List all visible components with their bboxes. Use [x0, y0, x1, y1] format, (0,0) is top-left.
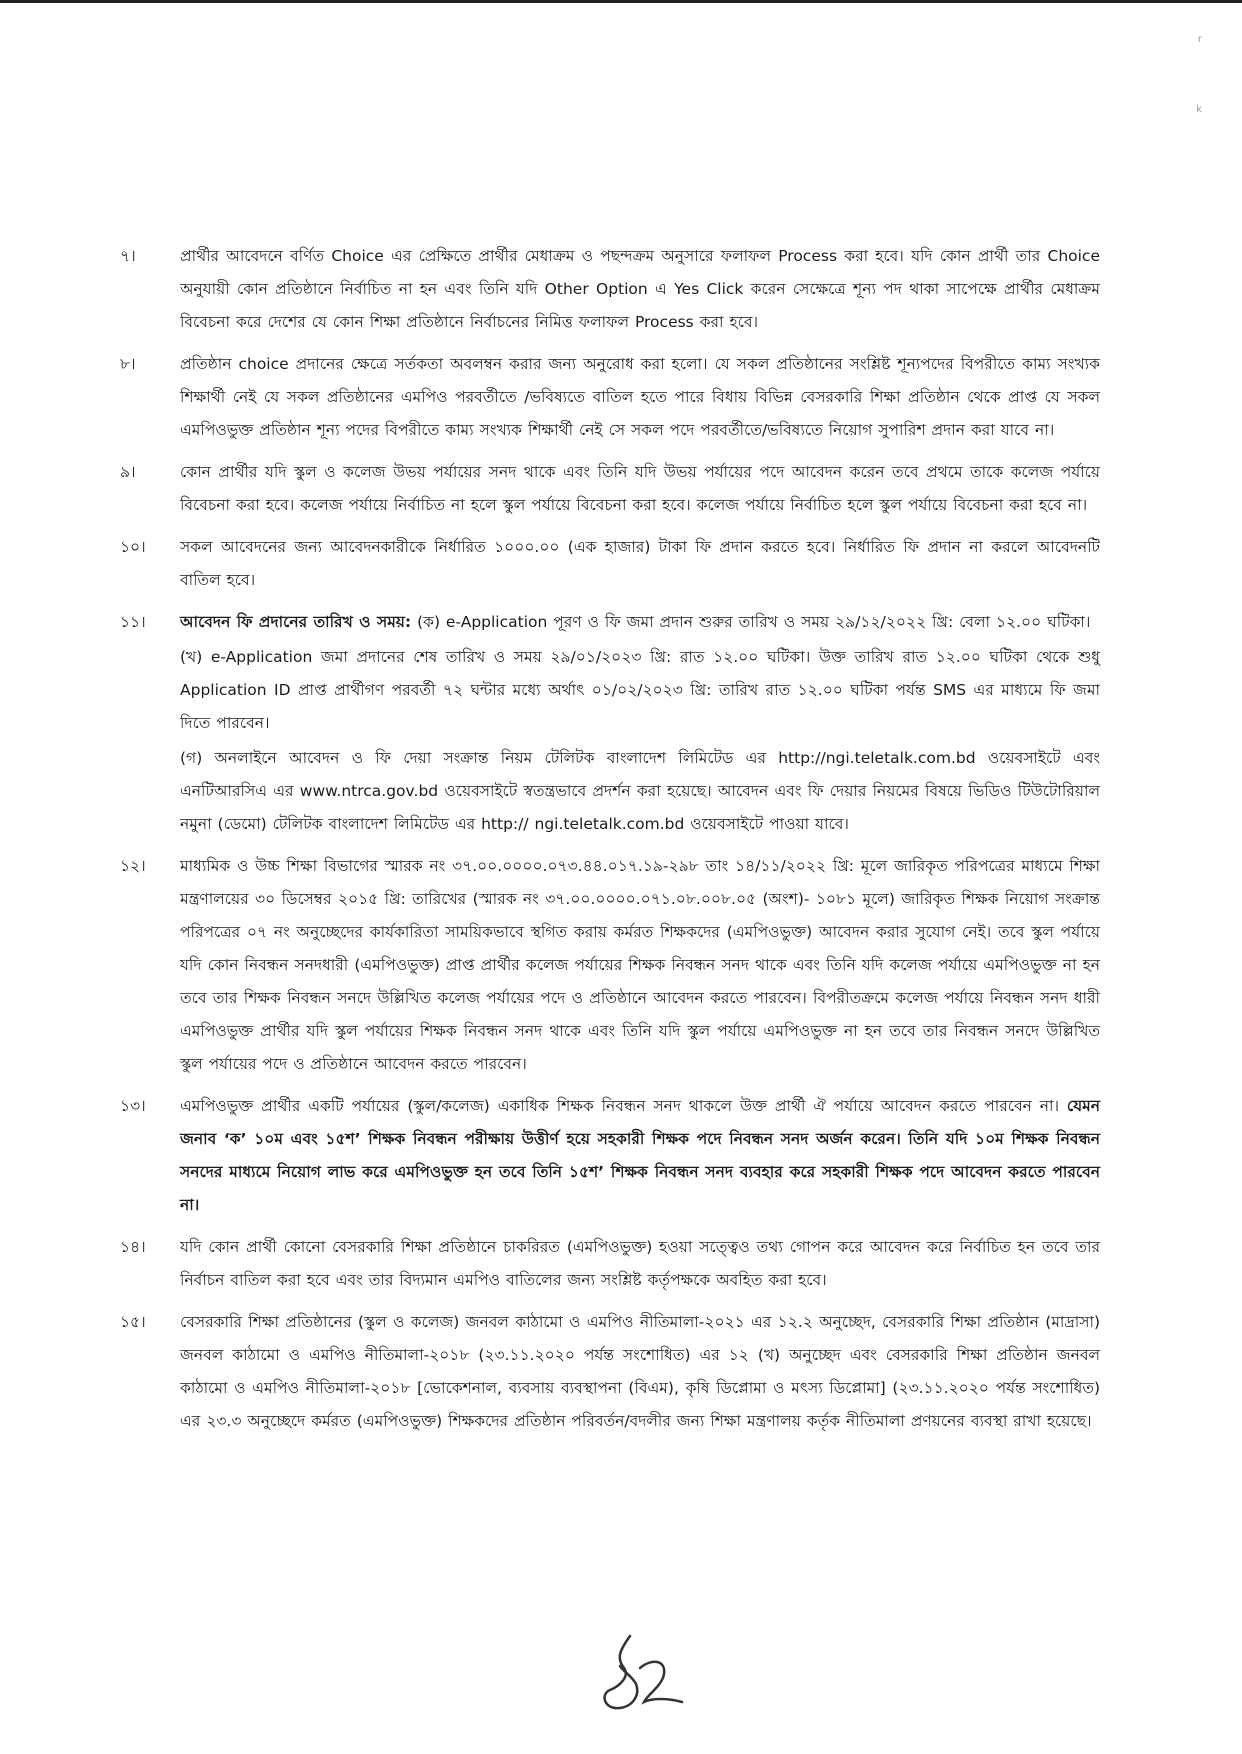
list-item — [120, 240, 1100, 339]
item-body — [180, 606, 1100, 841]
item-paragraph — [180, 850, 1100, 1081]
item-paragraph — [180, 1090, 1100, 1222]
document-body — [120, 240, 1100, 1447]
bold-text-run: যেমন জনাব ‘ক’ ১০ম এবং ১৫শ’ শিক্ষক নিবন্ধন পরীক্ষায় উত্তীর্ণ হয়ে সহকারী শিক্ষক পদে নিবন্ধন সনদ অর্জন করেন। তিনি যদি ১০ম শিক্ষক নিবন্ধন সনদের মাধ্যমে নিয়োগ লাভ করে এমপিওভুক্ত হন তবে তিনি ১৫শ’ শিক্ষক নিবন্ধন সনদ ব্যবহার করে সহকারী শিক্ষক পদে আবেদন করতে পারবেন না। — [180, 1097, 1100, 1214]
item-body — [180, 240, 1100, 339]
item-paragraph — [180, 531, 1100, 597]
item-body — [180, 850, 1100, 1081]
text-run: এমপিওভুক্ত প্রার্থীর একটি পর্যায়ের (স্কুল/কলেজ) একাধিক শিক্ষক নিবন্ধন সনদ থাকলে উক্ত প্রার্থী ঐ পর্যায়ে আবেদন করতে পারবেন না। — [180, 1097, 1067, 1115]
item-paragraph — [180, 1306, 1100, 1438]
item-number: ১৪। — [120, 1238, 146, 1256]
text-run: যদি কোন প্রার্থী কোনো বেসরকারি শিক্ষা প্রতিষ্ঠানে চাকরিরত (এমপিওভুক্ত) হওয়া সত্ত্বেও তথ্য গোপন করে আবেদন করে নির্বাচিত হন তবে তার নির্বাচন বাতিল করা হবে এবং তার বিদ্যমান এমপিও বাতিলের জন্য সংশ্লিষ্ট কর্তৃপক্ষকে অবহিত করা হবে। — [180, 1238, 1100, 1289]
text-run: প্রতিষ্ঠান choice প্রদানের ক্ষেত্রে সর্তকতা অবলম্বন করার জন্য অনুরোধ করা হলো। যে সকল প্রতিষ্ঠানের সংশ্লিষ্ট শূন্যপদের বিপরীতে কাম্য সংখ্যক শিক্ষার্থী নেই যে সকল প্রতিষ্ঠানের এমপিও পরবর্তীতে /ভবিষ্যতে বাতিল হতে পারে বিধায় বিভিন্ন বেসরকারি শিক্ষা প্রতিষ্ঠান থেকে প্রাপ্ত যে সকল এমপিওভুক্ত প্রতিষ্ঠান শূন্য পদের বিপরীতে কাম্য সংখ্যক শিক্ষার্থী নেই সে সকল পদে পরবর্তীতে/ভবিষ্যতে নিয়োগ সুপারিশ প্রদান করা যাবে না। — [180, 355, 1100, 439]
page-edge-mark: r — [1197, 34, 1202, 45]
item-number: ১৫। — [120, 1313, 146, 1331]
list-item — [120, 850, 1100, 1081]
text-run: কোন প্রার্থীর যদি স্কুল ও কলেজ উভয় পর্যায়ের সনদ থাকে এবং তিনি যদি উভয় পর্যায়ের পদে আবেদন করেন তবে প্রথমে তাকে কলেজ পর্যায়ে বিবেচনা করা হবে। কলেজ পর্যায়ে নির্বাচিত না হলে স্কুল পর্যায়ে বিবেচনা করা হবে। কলেজ পর্যায়ে নির্বাচিত হলে স্কুল পর্যায়ে বিবেচনা করা হবে না। — [180, 463, 1100, 514]
list-item — [120, 1231, 1100, 1297]
list-item — [120, 456, 1100, 522]
text-run: সকল আবেদনের জন্য আবেদনকারীকে নির্ধারিত ১০০০.০০ (এক হাজার) টাকা ফি প্রদান করতে হবে। নির্ধারিত ফি প্রদান না করলে আবেদনটি বাতিল হবে। — [180, 538, 1100, 589]
item-number: ১৩। — [120, 1097, 146, 1115]
text-run: (গ) অনলাইনে আবেদন ও ফি দেয়া সংক্রান্ত নিয়ম টেলিটক বাংলাদেশ লিমিটেড এর http://ngi.teletalk.com.bd ওয়েবসাইটে এবং এনটিআরসিএ এর www.ntrca.gov.bd ওয়েবসাইটে স্বতন্ত্রভাবে প্রদর্শন করা হয়েছে। আবেদন এবং ফি দেয়ার নিয়মের বিষয়ে ভিডিও টিউটোরিয়াল নমুনা (ডেমো) টেলিটক বাংলাদেশ লিমিটেড এর http:// ngi.teletalk.com.bd ওয়েবসাইটে পাওয়া যাবে। — [180, 749, 1100, 833]
item-number: ১২। — [120, 857, 146, 875]
item-paragraph — [180, 742, 1100, 841]
signature-initials — [590, 1628, 690, 1723]
item-body — [180, 1306, 1100, 1438]
item-paragraph — [180, 1231, 1100, 1297]
item-number: ১১। — [120, 613, 146, 631]
list-item — [120, 348, 1100, 447]
item-paragraph — [180, 456, 1100, 522]
item-body — [180, 456, 1100, 522]
item-body — [180, 531, 1100, 597]
item-paragraph — [180, 348, 1100, 447]
text-run: মাধ্যমিক ও উচ্চ শিক্ষা বিভাগের স্মারক নং ৩৭.০০.০০০০.০৭৩.৪৪.০১৭.১৯-২৯৮ তাং ১৪/১১/২০২২ খ্রি: মূলে জারিকৃত পরিপত্রের মাধ্যমে শিক্ষা মন্ত্রণালয়ের ৩০ ডিসেম্বর ২০১৫ খ্রি: তারিখের (স্মারক নং ৩৭.০০.০০০০.০৭১.০৮.০০৮.০৫ (অংশ)- ১০৮১ মূলে) জারিকৃত শিক্ষক নিয়োগ সংক্রান্ত পরিপত্রের ০৭ নং অনুচ্ছেদের কার্যকারিতা সাময়িকভাবে স্থগিত করায় কর্মরত শিক্ষকদের (এমপিওভুক্ত) আবেদন করার সুযোগ নেই। তবে স্কুল পর্যায়ে যদি কোন নিবন্ধন সনদধারী (এমপিওভুক্ত) প্রাপ্ত প্রার্থীর কলেজ পর্যায়ের শিক্ষক নিবন্ধন সনদ থাকে এবং তিনি যদি কলেজ পর্যায়ে এমপিওভুক্ত না হন তবে তার শিক্ষক নিবন্ধন সনদে উল্লিখিত কলেজ পর্যায়ের পদে ও প্রতিষ্ঠানে আবেদন করতে পারবেন। বিপরীতক্রমে কলেজ পর্যায়ে নিবন্ধন সনদ ধারী এমপিওভুক্ত প্রার্থীর যদি স্কুল পর্যায়ের শিক্ষক নিবন্ধন সনদ থাকে এবং তিনি যদি স্কুল পর্যায়ে এমপিওভুক্ত না হন তবে তার নিবন্ধন সনদে উল্লিখিত স্কুল পর্যায়ের পদে ও প্রতিষ্ঠানে আবেদন করতে পারবেন। — [180, 857, 1100, 1073]
list-item — [120, 1306, 1100, 1438]
page-top-border — [0, 0, 1242, 3]
list-item — [120, 606, 1100, 841]
item-paragraph — [180, 240, 1100, 339]
item-paragraph — [180, 641, 1100, 740]
item-body — [180, 348, 1100, 447]
item-number: ৭। — [120, 247, 136, 265]
page-edge-mark: k — [1196, 104, 1202, 115]
item-paragraph — [180, 606, 1100, 639]
item-number: ৮। — [120, 355, 136, 373]
item-body — [180, 1231, 1100, 1297]
item-body — [180, 1090, 1100, 1222]
text-run: (খ) e-Application জমা প্রদানের শেষ তারিখ ও সময় ২৯/০১/২০২৩ খ্রি: রাত ১২.০০ ঘটিকা। উক্ত তারিখ রাত ১২.০০ ঘটিকা থেকে শুধু Application ID প্রাপ্ত প্রার্থীগণ পরবর্তী ৭২ ঘন্টার মধ্যে অর্থাৎ ০১/০২/২০২৩ খ্রি: তারিখ রাত ১২.০০ ঘটিকা পর্যন্ত SMS এর মাধ্যমে ফি জমা দিতে পারবেন। — [180, 648, 1100, 732]
list-item — [120, 531, 1100, 597]
bold-text-run: আবেদন ফি প্রদানের তারিখ ও সময়: — [180, 613, 412, 631]
list-item — [120, 1090, 1100, 1222]
text-run: বেসরকারি শিক্ষা প্রতিষ্ঠানের (স্কুল ও কলেজ) জনবল কাঠামো ও এমপিও নীতিমালা-২০২১ এর ১২.২ অনুচ্ছেদ, বেসরকারি শিক্ষা প্রতিষ্ঠান (মাদ্রাসা) জনবল কাঠামো ও এমপিও নীতিমালা-২০১৮ (২৩.১১.২০২০ পর্যন্ত সংশোধিত) এর ১২ (খ) অনুচ্ছেদ এবং বেসরকারি শিক্ষা প্রতিষ্ঠান জনবল কাঠামো ও এমপিও নীতিমালা-২০১৮ [ভোকেশনাল, ব্যবসায় ব্যবস্থাপনা (বিএম), কৃষি ডিপ্লোমা ও মৎস্য ডিপ্লোমা] (২৩.১১.২০২০ পর্যন্ত সংশোধিত) এর ২৩.৩ অনুচ্ছেদে কর্মরত (এমপিওভুক্ত) শিক্ষকদের প্রতিষ্ঠান পরিবর্তন/বদলীর জন্য শিক্ষা মন্ত্রণালয় কর্তৃক নীতিমালা প্রণয়নের ব্যবস্থা রাখা হয়েছে। — [180, 1313, 1100, 1430]
text-run: প্রার্থীর আবেদনে বর্ণিত Choice এর প্রেক্ষিতে প্রার্থীর মেধাক্রম ও পছন্দক্রম অনুসারে ফলাফল Process করা হবে। যদি কোন প্রার্থী তার Choice অনুযায়ী কোন প্রতিষ্ঠানে নির্বাচিত না হন এবং তিনি যদি Other Option এ Yes Click করেন সেক্ষেত্রে শূন্য পদ থাকা সাপেক্ষে প্রার্থীর মেধাক্রম বিবেচনা করে দেশের যে কোন শিক্ষা প্রতিষ্ঠানে নির্বাচনের নিমিত্ত ফলাফল Process করা হবে। — [180, 247, 1100, 331]
item-number: ১০। — [120, 538, 146, 556]
text-run: (ক) e-Application পূরণ ও ফি জমা প্রদান শুরুর তারিখ ও সময় ২৯/১২/২০২২ খ্রি: বেলা ১২.০০ ঘটিকা। — [411, 613, 1091, 631]
item-number: ৯। — [120, 463, 136, 481]
